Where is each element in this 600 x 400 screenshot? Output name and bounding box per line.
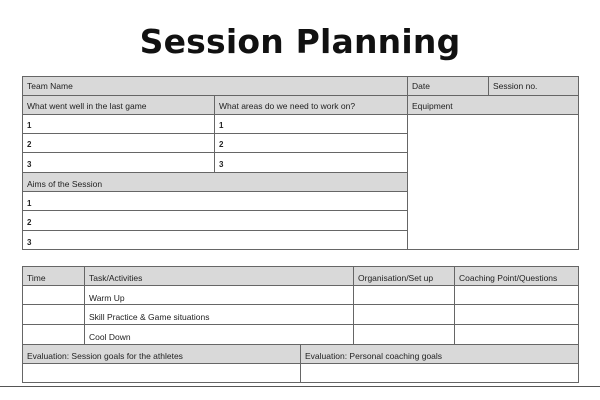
work-on-row-number: 3: [219, 160, 224, 169]
equipment-label: Equipment: [412, 101, 453, 111]
went-well-row[interactable]: [22, 114, 215, 134]
task-label: Task/Activities: [89, 273, 143, 283]
page-bottom-divider: [0, 386, 600, 387]
coaching-cell[interactable]: [454, 304, 579, 325]
date-label: Date: [412, 81, 430, 91]
eval-coaching-field[interactable]: [300, 363, 579, 383]
work-on-label: What areas do we need to work on?: [219, 101, 356, 111]
work-on-row[interactable]: [214, 114, 408, 134]
aims-row-number: 3: [27, 238, 32, 247]
activity-label: Cool Down: [89, 332, 131, 342]
aims-row-number: 1: [27, 199, 32, 208]
coaching-label: Coaching Point/Questions: [459, 273, 558, 283]
organisation-cell[interactable]: [353, 285, 455, 305]
activity-label: Skill Practice & Game situations: [89, 312, 210, 322]
went-well-row-number: 3: [27, 160, 32, 169]
page-title: Session Planning: [139, 22, 461, 61]
eval-coaching-label: Evaluation: Personal coaching goals: [305, 351, 443, 361]
organisation-label: Organisation/Set up: [358, 273, 434, 283]
eval-athletes-label: Evaluation: Session goals for the athletes: [27, 351, 183, 361]
session-no-label: Session no.: [493, 81, 538, 91]
time-cell[interactable]: [22, 304, 85, 325]
work-on-row[interactable]: [214, 133, 408, 153]
aims-row-number: 2: [27, 218, 32, 227]
work-on-row-number: 2: [219, 140, 224, 149]
went-well-row[interactable]: [22, 152, 215, 173]
coaching-cell[interactable]: [454, 285, 579, 305]
time-cell[interactable]: [22, 324, 85, 345]
team-name-cell[interactable]: [22, 76, 408, 96]
activity-label: Warm Up: [89, 293, 125, 303]
time-label: Time: [27, 273, 46, 283]
equipment-field[interactable]: [407, 114, 579, 250]
organisation-cell[interactable]: [353, 324, 455, 345]
eval-athletes-field[interactable]: [22, 363, 301, 383]
went-well-row-number: 1: [27, 121, 32, 130]
aims-label: Aims of the Session: [27, 179, 103, 189]
work-on-row[interactable]: [214, 152, 408, 173]
team-name-label: Team Name: [27, 81, 73, 91]
work-on-row-number: 1: [219, 121, 224, 130]
went-well-label: What went well in the last game: [27, 101, 147, 111]
aims-row[interactable]: [22, 191, 408, 211]
organisation-cell[interactable]: [353, 304, 455, 325]
coaching-cell[interactable]: [454, 324, 579, 345]
went-well-row-number: 2: [27, 140, 32, 149]
aims-row[interactable]: [22, 230, 408, 250]
aims-row[interactable]: [22, 210, 408, 231]
time-cell[interactable]: [22, 285, 85, 305]
went-well-row[interactable]: [22, 133, 215, 153]
